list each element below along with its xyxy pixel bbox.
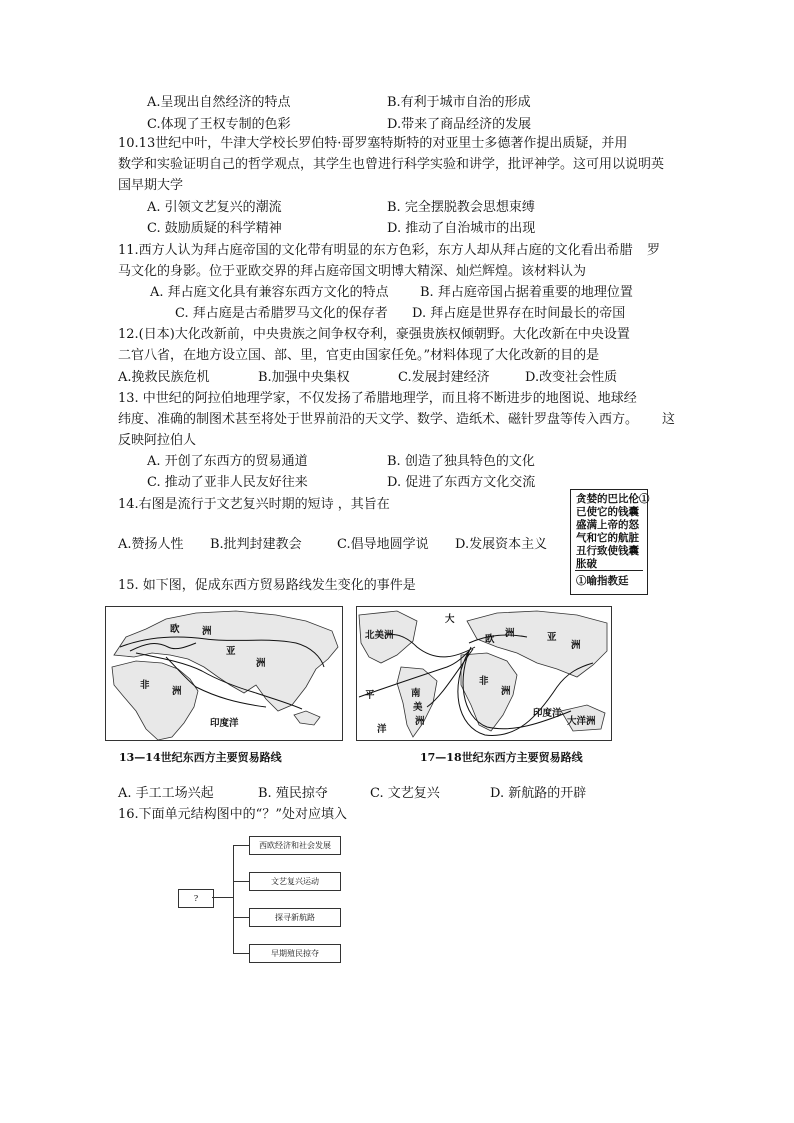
q13-stem-line2-end: 这 [662,412,676,427]
q13-stem-line2: 纬度、准确的制图术甚至将处于世界前沿的天文学、数学、造纸术、磁针罗盘等传入西方。 [118,412,639,427]
landmass-southeast-asia [294,711,320,725]
map-17-18-century [356,606,612,741]
q11-stem-line1: 11.西方人认为拜占庭帝国的文化带有明显的东方色彩，东方人却从拜占庭的文化看出希腊 [118,243,633,258]
q10-stem-line3: 国早期大学 [118,178,184,193]
map1-label-europe-1: 欧 [170,624,180,635]
diagram-branch-3: 探寻新航路 [249,908,341,927]
diagram-connector-4 [233,953,249,954]
poem-note: ①喻指教廷 [576,575,629,587]
map-13-14-century [105,606,343,741]
map2-caption: 17—18世纪东西方主要贸易路线 [420,751,583,764]
q10-option-b: B. 完全摆脱教会思想束缚 [387,200,535,215]
q11-option-a: A. 拜占庭文化具有兼容东西方文化的特点 [150,285,389,300]
map2-label-south-america-3: 洲 [415,716,425,727]
q9-option-c: C.体现了王权专制的色彩 [147,117,291,132]
q12-option-a: A.挽救民族危机 [118,370,210,385]
poem-line-5: 丑行致使钱囊 [576,545,639,557]
diagram-connector-3 [233,917,249,918]
poem-line-3: 盛满上帝的怒 [576,519,639,531]
q13-option-a: A. 开创了东西方的贸易通道 [147,454,308,469]
q11-option-b: B. 拜占庭帝国占据着重要的地理位置 [420,285,633,300]
poem-line-6: 胀破 [576,558,597,570]
diagram-connector-1 [233,845,249,846]
q15-option-b: B. 殖民掠夺 [258,786,328,801]
diagram-connector-spine [233,845,234,953]
q11-option-c: C. 拜占庭是古希腊罗马文化的保存者 [175,306,388,321]
diagram-branch-2: 文艺复兴运动 [249,872,341,891]
poem-line-2: 已使它的钱囊 [576,506,639,518]
poem-line-4: 气和它的航脏 [576,532,639,544]
diagram-connector-root [212,897,234,898]
map2-label-oceania: 大洋洲 [567,716,596,727]
q10-option-d: D. 推动了自治城市的出现 [387,221,536,236]
map2-label-indian-ocean: 印度洋 [533,708,562,719]
map1-label-asia-1: 亚 [226,646,236,657]
q13-stem-line1: 13. 中世纪的阿拉伯地理学家，不仅发扬了希腊地理学，而且将不断进步的地图说、地球经 [118,391,637,406]
diagram-branch-1: 西欧经济和社会发展 [249,836,341,855]
map2-label-south-america-1: 南 [411,688,421,699]
map1-caption: 13—14世纪东西方主要贸易路线 [119,751,282,764]
poem-line-1: 贪婪的巴比伦① [576,493,650,505]
q10-option-a: A. 引领文艺复兴的潮流 [147,200,282,215]
q12-stem-line2: 二官八省，在地方设立国、部、里，官吏由国家任免。”材料体现了大化改新的目的是 [118,348,600,363]
q13-option-d: D. 促进了东西方文化交流 [387,475,536,490]
map1-label-africa-2: 洲 [172,686,182,697]
landmass-africa [112,661,198,740]
q9-option-d: D.带来了商品经济的发展 [387,117,532,132]
q16-stem: 16.下面单元结构图中的“？”处对应填入 [118,807,347,822]
q11-stem-line2: 马文化的身影。位于亚欧交界的拜占庭帝国文明博大精深、灿烂辉煌。该材料认为 [118,264,587,279]
q12-stem-line1: 12.(日本)大化改新前，中央贵族之间争权夺利，豪强贵族权倾朝野。大化改新在中央设置 [118,327,630,342]
map1-label-asia-2: 洲 [256,658,266,669]
q10-option-c: C. 鼓励质疑的科学精神 [147,221,282,236]
map2-label-south-america-2: 美 [413,702,423,713]
map1-label-indian-ocean: 印度洋 [210,718,239,729]
diagram-connector-2 [233,881,249,882]
poem-box [570,489,648,595]
q10-stem-line1: 10.13世纪中叶，牛津大学校长罗伯特·哥罗塞特斯特的对亚里士多德著作提出质疑，并用 [118,136,628,151]
q13-stem-line3: 反映阿拉伯人 [118,433,197,448]
map2-label-africa-2: 洲 [501,686,511,697]
map1-label-africa-1: 非 [140,680,150,691]
map2-label-africa-1: 非 [479,676,489,687]
q14-option-b: B.批判封建教会 [210,537,302,552]
q15-option-d: D. 新航路的开辟 [490,786,587,801]
q13-option-c: C. 推动了亚非人民友好往来 [147,475,308,490]
map2-label-europe-1: 欧 [485,634,495,645]
q15-option-a: A. 手工工场兴起 [118,786,214,801]
q11-option-d: D. 拜占庭是世界存在时间最长的帝国 [412,306,626,321]
map2-label-asia-2: 洲 [571,640,581,651]
q12-option-c: C.发展封建经济 [398,370,490,385]
map2-label-europe-2: 洲 [505,628,515,639]
poem-divider [575,570,643,571]
q12-option-b: B.加强中央集权 [258,370,350,385]
q15-stem: 15. 如下图，促成东西方贸易路线发生变化的事件是 [118,578,416,593]
q14-option-c: C.倡导地圆学说 [337,537,429,552]
q11-stem-line1-end: 罗 [647,243,661,258]
q10-stem-line2: 数学和实验证明自己的哲学观点，其学生也曾进行科学实验和讲学，批评神学。这可用以说明英 [118,157,665,172]
q14-option-a: A.赞扬人性 [118,537,184,552]
map2-label-asia-1: 亚 [547,632,557,643]
map2-label-north-america: 北美洲 [365,630,394,641]
q9-option-a: A.呈现出自然经济的特点 [147,95,291,110]
q9-option-b: B.有利于城市自治的形成 [387,95,531,110]
map2-label-ping: 平 [365,690,375,701]
map2-label-da: 大 [445,614,455,625]
q12-option-d: D.改变社会性质 [525,370,618,385]
q15-option-c: C. 文艺复兴 [370,786,440,801]
q14-option-d: D.发展资本主义 [455,537,548,552]
q14-stem: 14.右图是流行于文艺复兴时期的短诗 ，其旨在 [118,497,390,512]
diagram-root-box: ? [178,889,214,908]
map1-label-europe-2: 洲 [202,626,212,637]
q13-option-b: B. 创造了独具特色的文化 [387,454,535,469]
map2-label-yang: 洋 [377,724,387,735]
diagram-branch-4: 早期殖民掠夺 [249,944,341,963]
